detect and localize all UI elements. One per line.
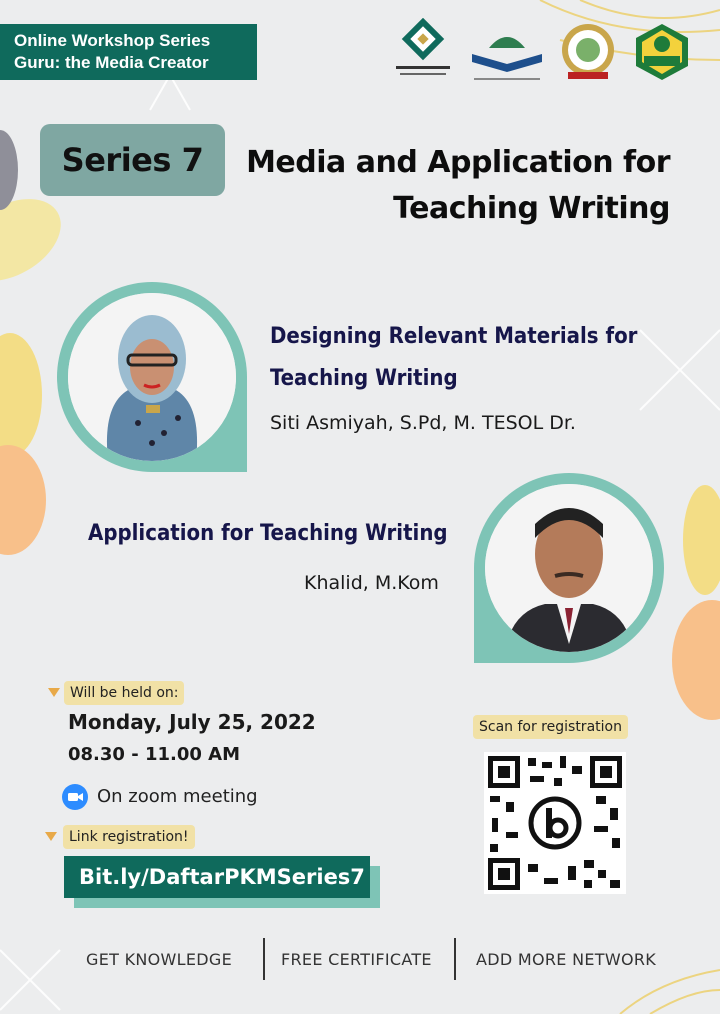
session2-title: Application for Teaching Writing [88,521,448,546]
qr-code-icon [484,752,626,894]
footer-add-more-network: ADD MORE NETWORK [476,950,657,969]
speaker2-photo [485,484,653,652]
held-on-label: Will be held on: [64,681,184,705]
session1-title-line-1: Designing Relevant Materials for [270,324,638,349]
book-logo [464,26,550,86]
title-line-2: Teaching Writing [393,191,670,226]
footer-get-knowledge: GET KNOWLEDGE [86,950,232,969]
series-line-1: Online Workshop Series [14,31,211,50]
workshop-series-tag [0,24,257,80]
registration-qr-code[interactable] [484,752,626,894]
series-badge: Series 7 [40,124,225,196]
bullet-triangle-icon [45,832,57,841]
footer-free-certificate: FREE CERTIFICATE [281,950,432,969]
footer-divider [454,938,456,980]
session1-title-line-2: Teaching Writing [270,366,458,391]
man-avatar-icon [485,484,653,652]
zoom-icon [62,784,88,810]
workshop-title [236,140,670,232]
session1-speaker: Siti Asmiyah, S.Pd, M. TESOL Dr. [270,412,576,434]
ceda-logo [630,20,694,84]
bullet-triangle-icon [48,688,60,697]
registration-link-button[interactable]: Bit.ly/DaftarPKMSeries7 [64,856,370,898]
footer-divider [263,938,265,980]
event-date: Monday, July 25, 2022 [68,710,316,734]
uin-sunan-ampel-logo [392,18,454,82]
scan-label: Scan for registration [473,715,628,739]
speaker1-photo [68,293,236,461]
title-line-1: Media and Application for [246,145,670,180]
event-time: 08.30 - 11.00 AM [68,744,240,765]
zoom-meeting-text: On zoom meeting [97,786,258,807]
round-seal-logo [558,22,618,82]
link-registration-label: Link registration! [63,825,195,849]
series-line-2: Guru: the Media Creator [14,53,209,72]
partner-logos [392,18,702,88]
session1-title [270,316,637,400]
woman-avatar-icon [68,293,236,461]
session2-speaker: Khalid, M.Kom [304,572,439,594]
